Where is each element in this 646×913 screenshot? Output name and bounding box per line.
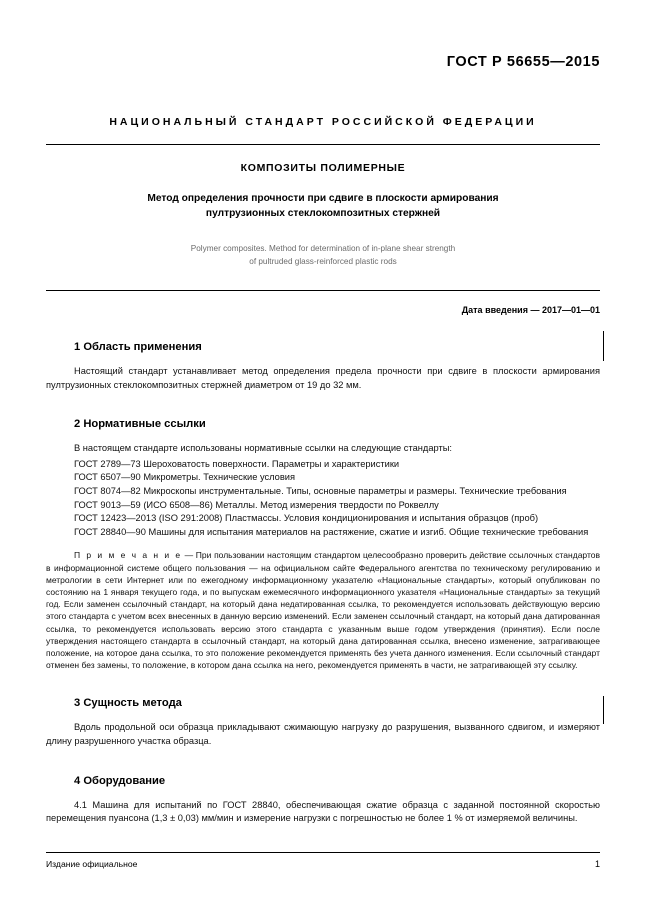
margin-change-bars xyxy=(598,48,600,868)
section-2-note xyxy=(46,549,600,671)
title-english-line1: Polymer composites. Method for determination of in-plane shear strength xyxy=(190,244,456,253)
footer-divider xyxy=(46,852,600,853)
page-title: КОМПОЗИТЫ ПОЛИМЕРНЫЕ xyxy=(240,162,406,174)
section-heading-4: 4 Оборудование xyxy=(74,774,166,787)
page-footer xyxy=(46,852,600,869)
margin-change-bar xyxy=(603,696,604,724)
section-3-paragraph: Вдоль продольной оси образца прикладывают сжимающую нагрузку до разрушения, вызванного сдвигом, и измеряют длину разрушенного участка образца. xyxy=(46,722,600,746)
normative-reference: ГОСТ 8074—82 Микроскопы инструментальные. Типы, основные параметры и размеры. Технические требования xyxy=(74,485,567,496)
title-subtitle-line1: Метод определения прочности при сдвиге в плоскости армирования xyxy=(147,193,499,204)
normative-reference: ГОСТ 9013—59 (ИСО 6508—86) Металлы. Метод измерения твердости по Роквеллу xyxy=(74,499,439,510)
page-number: 1 xyxy=(594,859,600,869)
effective-date: Дата введения — 2017—01—01 xyxy=(461,305,600,315)
normative-reference: ГОСТ 6507—90 Микрометры. Технические условия xyxy=(74,472,296,483)
note-label: П р и м е ч а н и е xyxy=(74,550,182,561)
section-heading-2: 2 Нормативные ссылки xyxy=(74,418,206,431)
section-2-intro: В настоящем стандарте использованы нормативные ссылки на следующие стандарты: xyxy=(74,443,453,454)
title-block xyxy=(46,162,600,268)
divider-bottom xyxy=(46,290,600,291)
title-english xyxy=(46,242,600,268)
margin-change-bar xyxy=(603,331,604,361)
section-1-paragraph: Настоящий стандарт устанавливает метод определения предела прочности при сдвиге в плоскости армирования пултрузионных стеклокомпозитных стержней диаметром от 19 до 32 мм. xyxy=(46,366,600,390)
section-4-paragraph: 4.1 Машина для испытаний по ГОСТ 28840, обеспечивающая сжатие образца с заданной постоянной скоростью перемещения пуансона (1,3 ± 0,03) мм/мин и измерение нагрузки с погрешностью не более 1 % от измеряемой величины. xyxy=(46,799,600,824)
section-heading-3: 3 Сущность метода xyxy=(74,697,182,710)
divider-top xyxy=(46,144,600,145)
title-subtitle-line2: пултрузионных стеклокомпозитных стержней xyxy=(205,208,441,219)
normative-reference: ГОСТ 12423—2013 (ISO 291:2008) Пластмассы. Условия кондиционирования и испытания образцов (проб) xyxy=(74,513,539,524)
page-content xyxy=(46,48,600,868)
title-subtitle xyxy=(46,191,600,221)
note-text: — При пользовании настоящим стандартом целесообразно проверить действие ссылочных стандартов в информационной системе общего пользования — на официальном сайте Федерального агентства по техническому регулированию и метрологии в сети Интернет или по ежегодному информационному указателю «Национальные стандарты», который опубликован по состоянию на 1 января текущего года, и по выпускам ежемесячного информационного указателя «Национальные стандарты» за текущий год. Если заменен ссылочный стандарт, на который дана недатированная ссылка, то рекомендуется использовать действующую версию этого стандарта с учетом всех внесенных в данную версию изменений. Если заменен ссылочный стандарт, на который дана датированная ссылка, то рекомендуется использовать версию этого стандарта с указанным выше годом утверждения (принятия). Если после утверждения настоящего стандарта в ссылочный стандарт, на который дана датированная ссылка, внесено изменение, затрагивающее положение, на которое дана ссылка, то это положение рекомендуется применять без учета данного изменения. Если ссылочный стандарт отменен без замены, то положение, в котором дана ссылка на него, рекомендуется применять в части, не затрагивающей эту ссылку. xyxy=(46,550,600,671)
normative-reference: ГОСТ 2789—73 Шероховатость поверхности. Параметры и характеристики xyxy=(74,458,400,469)
section-heading-1: 1 Область применения xyxy=(74,341,202,353)
title-english-line2: of pultruded glass-reinforced plastic rods xyxy=(249,257,397,266)
footer-note: Издание официальное xyxy=(46,859,138,869)
normative-reference: ГОСТ 28840—90 Машины для испытания материалов на растяжение, сжатие и изгиб. Общие технические требования xyxy=(74,526,589,537)
national-standard-header: НАЦИОНАЛЬНЫЙ СТАНДАРТ РОССИЙСКОЙ ФЕДЕРАЦИИ xyxy=(109,116,537,128)
gost-number: ГОСТ Р 56655—2015 xyxy=(446,54,600,70)
